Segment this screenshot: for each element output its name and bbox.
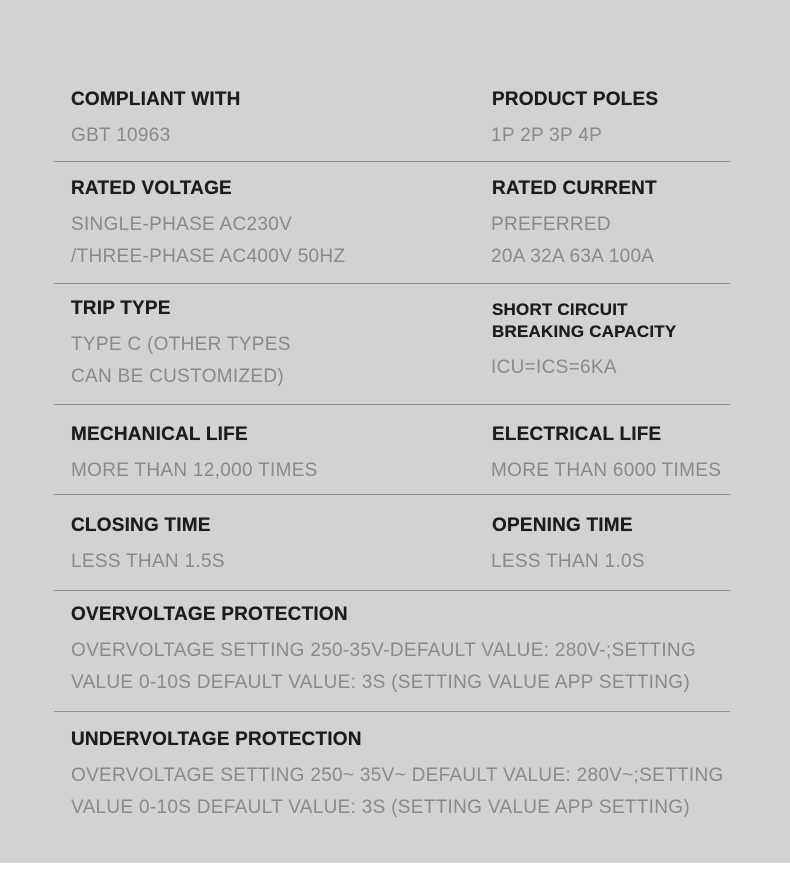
- short-circuit-label-line2: BREAKING CAPACITY: [492, 322, 677, 341]
- opening-time-label: OPENING TIME: [492, 515, 633, 536]
- trip-type-label: TRIP TYPE: [71, 298, 171, 319]
- opening-time-value: LESS THAN 1.0S: [491, 551, 645, 572]
- rated-voltage-line1: SINGLE-PHASE AC230V: [71, 214, 293, 235]
- overvoltage-protection-label: OVERVOLTAGE PROTECTION: [71, 604, 348, 625]
- rated-current-label: RATED CURRENT: [492, 178, 657, 199]
- mechanical-life-value: MORE THAN 12,000 TIMES: [71, 460, 318, 481]
- overvoltage-protection-line2: VALUE 0-10S DEFAULT VALUE: 3S (SETTING VALUE APP SETTING): [71, 672, 690, 693]
- divider: [54, 590, 730, 591]
- product-poles-label: PRODUCT POLES: [492, 89, 659, 110]
- divider: [54, 494, 730, 495]
- divider: [54, 404, 730, 405]
- short-circuit-label-line1: SHORT CIRCUIT: [492, 300, 628, 319]
- closing-time-value: LESS THAN 1.5S: [71, 551, 225, 572]
- trip-type-line2: CAN BE CUSTOMIZED): [71, 366, 285, 387]
- rated-current-line1: PREFERRED: [491, 214, 611, 235]
- divider: [54, 711, 730, 712]
- mechanical-life-label: MECHANICAL LIFE: [71, 424, 248, 445]
- undervoltage-protection-line2: VALUE 0-10S DEFAULT VALUE: 3S (SETTING VALUE APP SETTING): [71, 797, 690, 818]
- undervoltage-protection-label: UNDERVOLTAGE PROTECTION: [71, 729, 362, 750]
- divider: [54, 283, 730, 284]
- divider: [54, 161, 730, 162]
- rated-current-line2: 20A 32A 63A 100A: [491, 246, 655, 267]
- compliant-with-value: GBT 10963: [71, 125, 171, 146]
- compliant-with-label: COMPLIANT WITH: [71, 89, 241, 110]
- electrical-life-value: MORE THAN 6000 TIMES: [491, 460, 722, 481]
- product-poles-value: 1P 2P 3P 4P: [491, 125, 603, 146]
- rated-voltage-line2: /THREE-PHASE AC400V 50HZ: [71, 246, 346, 267]
- rated-voltage-label: RATED VOLTAGE: [71, 178, 232, 199]
- closing-time-label: CLOSING TIME: [71, 515, 211, 536]
- undervoltage-protection-line1: OVERVOLTAGE SETTING 250~ 35V~ DEFAULT VALUE: 280V~;SETTING: [71, 765, 724, 786]
- short-circuit-value: ICU=ICS=6KA: [491, 357, 617, 378]
- trip-type-line1: TYPE C (OTHER TYPES: [71, 334, 291, 355]
- overvoltage-protection-line1: OVERVOLTAGE SETTING 250-35V-DEFAULT VALUE: 280V-;SETTING: [71, 640, 697, 661]
- electrical-life-label: ELECTRICAL LIFE: [492, 424, 662, 445]
- bottom-band: [0, 863, 790, 869]
